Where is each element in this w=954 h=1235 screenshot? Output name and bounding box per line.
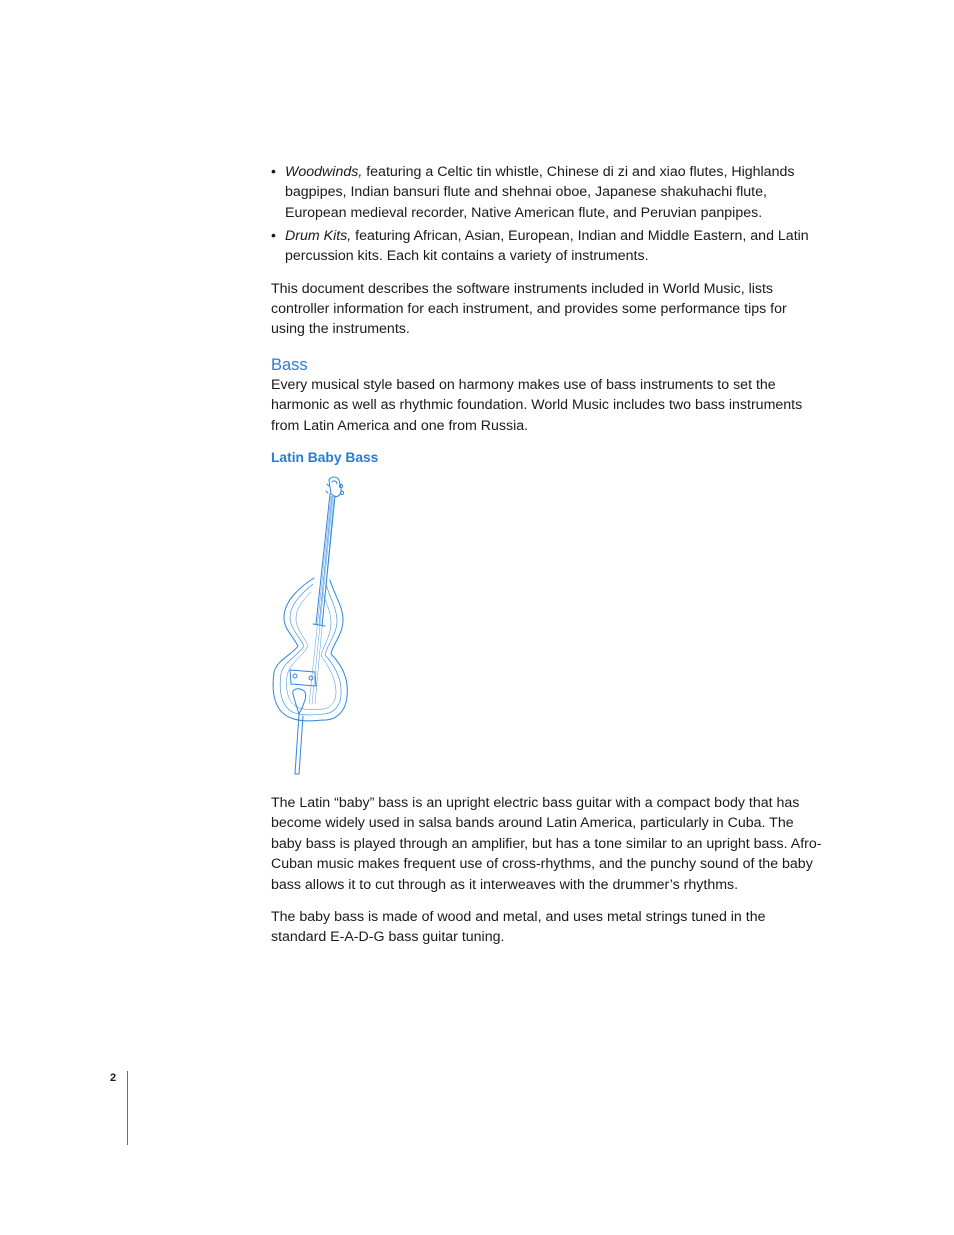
bullet-glyph: • [271, 227, 276, 244]
list-item [271, 226, 823, 267]
list-item-text: featuring a Celtic tin whistle, Chinese di zi and xiao flutes, Highlands bagpipes, Indian bansuri flute and shehnai oboe, Japanese shakuhachi flute, European medieval recorder, Native American flute, and Peruvian panpipes. [285, 164, 795, 221]
page-content [271, 162, 823, 948]
footer-divider [127, 1071, 128, 1145]
intro-paragraph: This document describes the software instruments included in World Music, lists controller information for each instrument, and provides some performance tips for using the instruments. [271, 280, 787, 338]
page-number: 2 [110, 1072, 117, 1084]
subsection-heading-latin-baby-bass: Latin Baby Bass [271, 449, 379, 465]
bullet-glyph: • [271, 164, 276, 180]
list-item-text: featuring African, Asian, European, Indian and Middle Eastern, and Latin percussion kits. Each kit contains a variety of instruments. [285, 227, 809, 265]
baby-bass-illustration [271, 474, 371, 780]
list-item-term: Drum Kits, [285, 227, 352, 244]
section-paragraph: Every musical style based on harmony makes use of bass instruments to set the harmonic as well as rhythmic foundation. World Music includes two bass instruments from Latin America and one from Russia. [271, 376, 803, 434]
section-heading-bass: Bass [271, 355, 308, 374]
body-paragraph: The baby bass is made of wood and metal, and uses metal strings tuned in the standard E-A-D-G bass guitar tuning. [271, 909, 766, 946]
instrument-list [271, 162, 823, 267]
list-item [271, 162, 823, 223]
list-item-term: Woodwinds, [285, 164, 363, 180]
body-paragraph: The Latin “baby” bass is an upright electric bass guitar with a compact body that has become widely used in salsa bands around Latin America, particularly in Cuba. The baby bass is played through an amplifier, but has a tone similar to an upright bass. Afro-Cuban music makes frequent use of cross-rhythms, and the punchy sound of the baby bass allows it to cut through as it interweaves with the drummer’s rhythms. [271, 794, 822, 893]
